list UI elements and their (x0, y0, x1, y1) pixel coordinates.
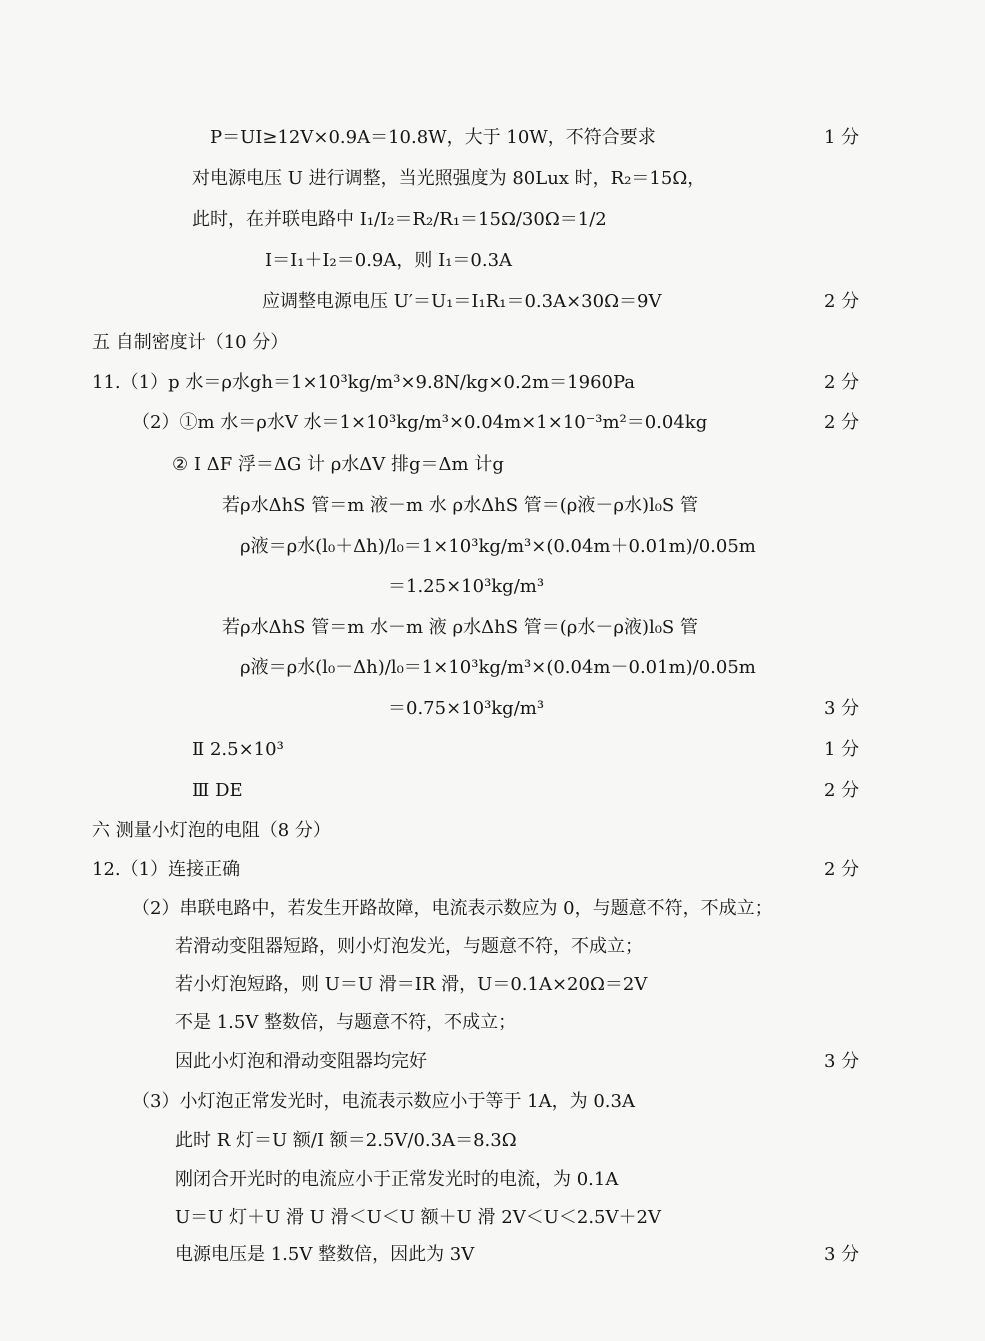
score-mark: 1 分 (824, 739, 860, 760)
score-mark: 2 分 (824, 291, 860, 312)
score-mark: 2 分 (824, 372, 860, 393)
bulb-resistance-line: 此时 R 灯＝U 额/I 额＝2.5V/0.3A＝8.3Ω (175, 1130, 517, 1151)
case1-density-line: ρ液＝ρ水(l₀＋Δh)/l₀＝1×10³kg/m³×(0.04m＋0.01m)/0.05m (240, 536, 756, 557)
score-mark: 3 分 (824, 698, 860, 719)
buoyancy-equation-line: ② I ΔF 浮＝ΔG 计 ρ水ΔV 排g＝Δm 计g (172, 454, 504, 475)
voltage-range-line: U＝U 灯＋U 滑 U 滑＜U＜U 额＋U 滑 2V＜U＜2.5V＋2V (175, 1207, 661, 1228)
final-voltage-line: 电源电压是 1.5V 整数倍，因此为 3V (175, 1244, 475, 1265)
q11-part2-line: （2）①m 水＝ρ水V 水＝1×10³kg/m³×0.04m×1×10⁻³m²＝0.04kg (132, 412, 708, 433)
score-mark: 3 分 (824, 1051, 860, 1072)
power-calc-line: P＝UI≥12V×0.9A＝10.8W，大于 10W，不符合要求 (210, 127, 656, 148)
initial-current-line: 刚闭合开光时的电流应小于正常发光时的电流，为 0.1A (175, 1169, 619, 1190)
not-multiple-line: 不是 1.5V 整数倍，与题意不符，不成立； (175, 1012, 517, 1033)
score-mark: 1 分 (824, 127, 860, 148)
rheostat-short-line: 若滑动变阻器短路，则小灯泡发光，与题意不符，不成立； (175, 936, 643, 957)
score-mark: 2 分 (824, 412, 860, 433)
total-current-line: I＝I₁＋I₂＝0.9A，则 I₁＝0.3A (265, 250, 513, 271)
section-heading-5: 五 自制密度计（10 分） (92, 332, 289, 353)
part-ii-answer: Ⅱ 2.5×10³ (192, 739, 284, 760)
q12-part1-line: 12.（1）连接正确 (92, 859, 241, 880)
case2-density-line: ρ液＝ρ水(l₀－Δh)/l₀＝1×10³kg/m³×(0.04m－0.01m)/0.05m (240, 657, 756, 678)
section-heading-6: 六 测量小灯泡的电阻（8 分） (92, 820, 331, 841)
case1-result-line: ＝1.25×10³kg/m³ (388, 576, 545, 597)
case2-result-line: ＝0.75×10³kg/m³ (388, 698, 545, 719)
q11-part1-line: 11.（1）p 水＝ρ水gh＝1×10³kg/m³×9.8N/kg×0.2m＝1960Pa (92, 372, 636, 393)
part-iii-answer: Ⅲ DE (192, 780, 243, 801)
bulb-short-line: 若小灯泡短路，则 U＝U 滑＝IR 滑，U＝0.1A×20Ω＝2V (175, 974, 648, 995)
q12-part2-line: （2）串联电路中，若发生开路故障，电流表示数应为 0，与题意不符，不成立； (132, 898, 773, 919)
q12-part3-line: （3）小灯泡正常发光时，电流表示数应小于等于 1A，为 0.3A (132, 1091, 635, 1112)
voltage-adjust-line: 对电源电压 U 进行调整，当光照强度为 80Lux 时，R₂＝15Ω， (192, 168, 706, 189)
score-mark: 2 分 (824, 780, 860, 801)
case2-equation-line: 若ρ水ΔhS 管＝m 水－m 液 ρ水ΔhS 管＝(ρ水－ρ液)l₀S 管 (222, 617, 698, 638)
score-mark: 3 分 (824, 1244, 860, 1265)
case1-equation-line: 若ρ水ΔhS 管＝m 液－m 水 ρ水ΔhS 管＝(ρ液－ρ水)l₀S 管 (222, 495, 698, 516)
parallel-current-ratio-line: 此时，在并联电路中 I₁/I₂＝R₂/R₁＝15Ω/30Ω＝1/2 (192, 209, 607, 230)
source-voltage-line: 应调整电源电压 U′＝U₁＝I₁R₁＝0.3A×30Ω＝9V (262, 291, 662, 312)
score-mark: 2 分 (824, 859, 860, 880)
conclusion-line: 因此小灯泡和滑动变阻器均完好 (175, 1051, 427, 1072)
